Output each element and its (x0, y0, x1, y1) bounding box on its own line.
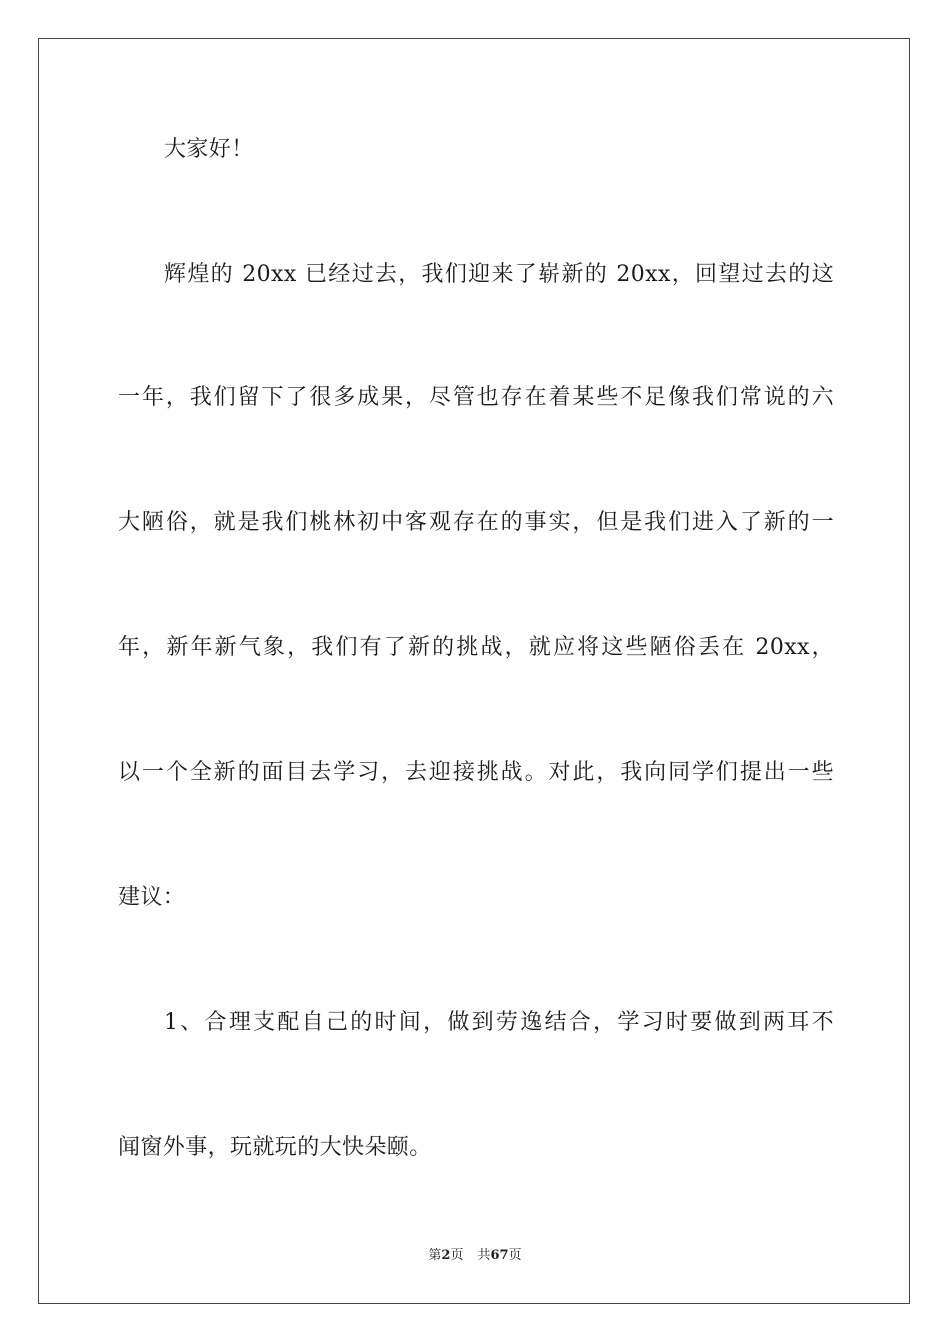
body-line-3: 大陋俗，就是我们桃林初中客观存在的事实，但是我们进入了新的一 (118, 510, 834, 535)
page-number: 2 (441, 1248, 451, 1263)
body-line-2: 一年，我们留下了很多成果，尽管也存在着某些不足像我们常说的六 (118, 385, 834, 410)
body-line-5: 以一个全新的面目去学习，去迎接挑战。对此，我向同学们提出一些 (118, 760, 834, 785)
body-line-1: 辉煌的 20xx 已经过去，我们迎来了崭新的 20xx，回望过去的这 (164, 262, 834, 287)
body-line-7: 1、合理支配自己的时间，做到劳逸结合，学习时要做到两耳不 (164, 1010, 834, 1035)
page-suffix: 页 (450, 1248, 464, 1263)
page-footer (0, 1247, 950, 1265)
body-line-6: 建议： (118, 885, 186, 910)
body-line-8: 闻窗外事，玩就玩的大快朵颐。 (118, 1135, 432, 1160)
total-suffix: 页 (508, 1248, 522, 1263)
total-pages: 67 (490, 1248, 509, 1263)
salutation: 大家好！ (164, 137, 254, 162)
page-prefix: 第 (428, 1248, 442, 1263)
body-line-4: 年，新年新气象，我们有了新的挑战，就应将这些陋俗丢在 20xx， (118, 635, 834, 660)
page-border (38, 38, 910, 1304)
total-prefix: 共 (477, 1248, 491, 1263)
